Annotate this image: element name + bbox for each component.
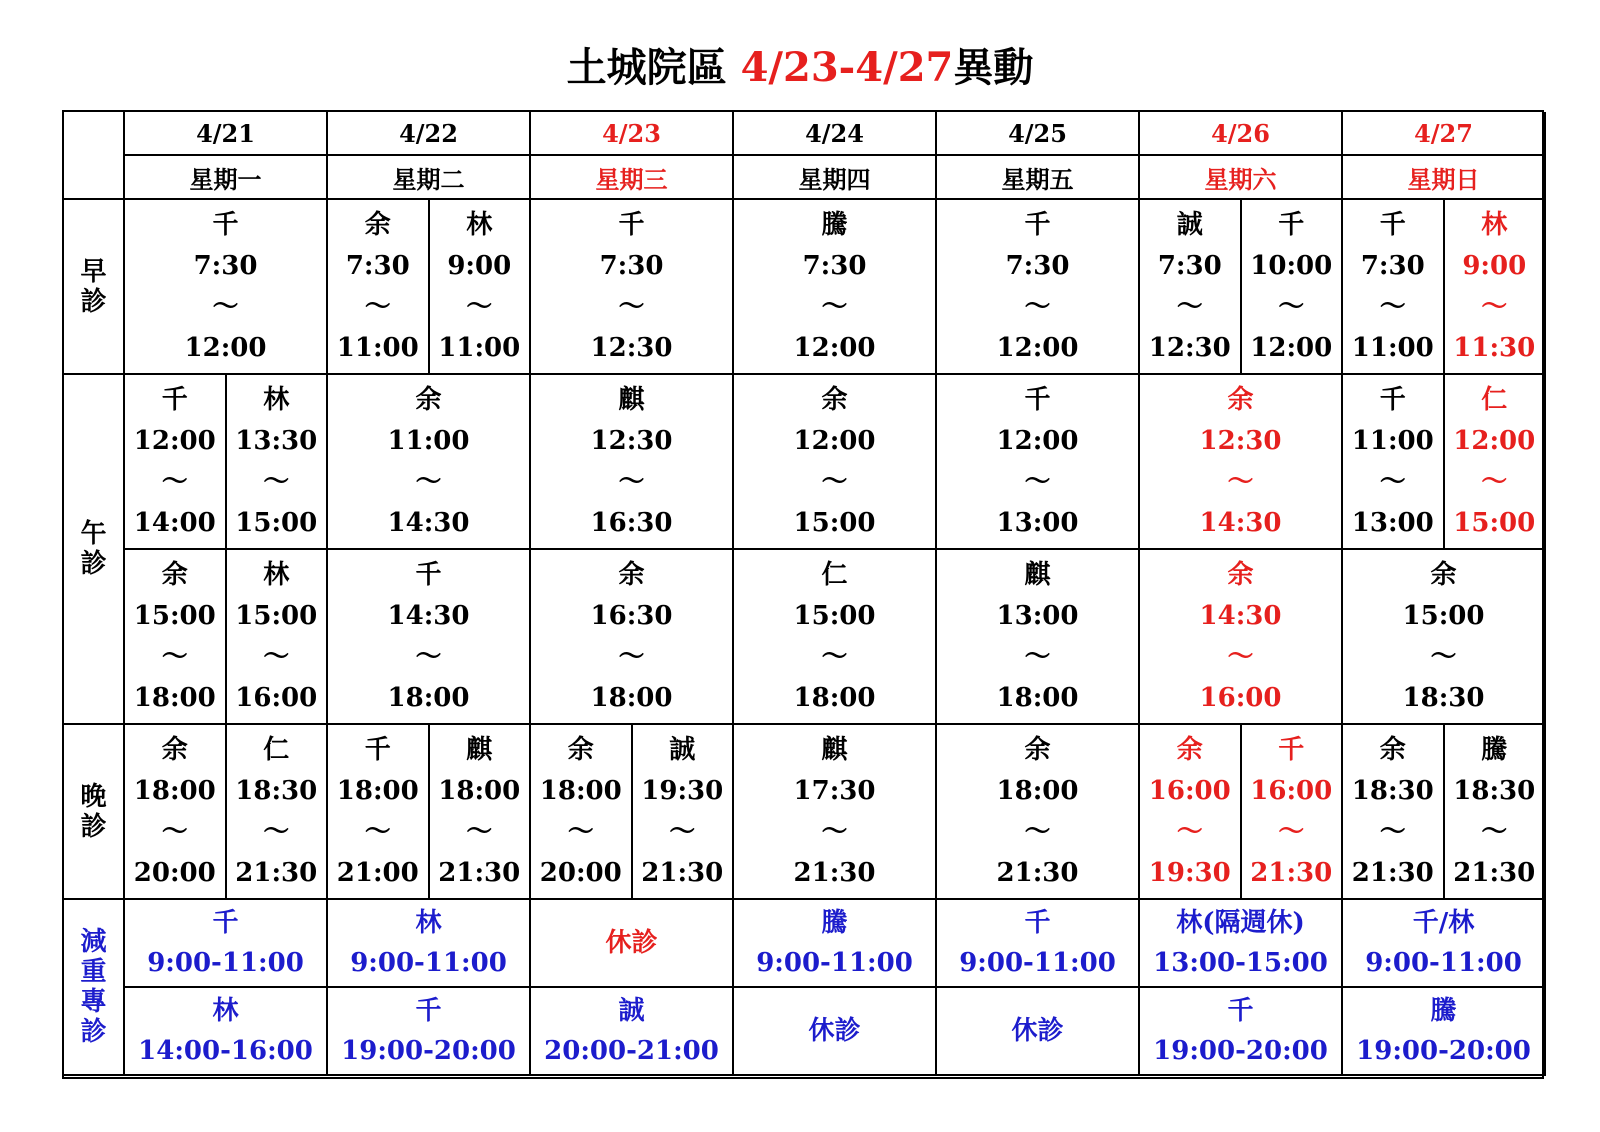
shift-slot [531,375,732,548]
weight-clinic-line: 9:00-11:00 [1365,948,1522,978]
shift-end-time: 14:30 [387,508,470,539]
weight-clinic-line: 千 [415,996,442,1026]
shift-start-time: 9:00 [1462,250,1527,281]
weight-clinic-line: 9:00-11:00 [147,948,304,978]
section-label-morning [64,200,125,375]
shift-end-time: 20:00 [539,858,622,889]
tilde-separator: ～ [618,642,645,673]
shift-start-time: 18:00 [438,775,521,806]
section-label-char: 晚 [80,781,107,812]
doctor-name: 余 [1227,559,1254,590]
doctor-name: 千 [1379,384,1406,415]
doctor-name: 仁 [821,559,848,590]
shift-slot [225,550,327,723]
doctor-name: 千 [618,209,645,240]
doctor-name: 麒 [1024,559,1051,590]
shift-start-time: 14:30 [387,600,470,631]
weekday-header: 星期三 [531,156,734,200]
doctor-name: 仁 [1481,384,1508,415]
afternoon-2-cell [734,550,937,725]
doctor-name: 余 [1430,559,1457,590]
weight-clinic-2-cell [734,988,937,1076]
tilde-separator: ～ [1379,292,1406,323]
weekday-header: 星期四 [734,156,937,200]
section-label-char: 早 [80,256,107,287]
doctor-name: 余 [415,384,442,415]
title-suffix: 異動 [953,44,1034,91]
shift-start-time: 15:00 [133,600,216,631]
shift-end-time: 11:30 [1453,333,1536,364]
shift-end-time: 16:00 [235,683,318,714]
afternoon-2-cell [125,550,328,725]
tilde-separator: ～ [263,642,290,673]
shift-end-time: 12:00 [996,333,1079,364]
shift-slot [531,725,631,898]
shift-end-time: 14:30 [1199,508,1282,539]
tilde-separator: ～ [1481,467,1508,498]
weekday-header: 星期六 [1140,156,1343,200]
section-label-afternoon [64,375,125,725]
shift-start-time: 7:30 [802,250,867,281]
doctor-name: 林 [263,559,290,590]
tilde-separator: ～ [415,467,442,498]
weight-clinic-line: 9:00-11:00 [756,948,913,978]
shift-start-time: 18:30 [1453,775,1536,806]
shift-slot [1343,550,1544,723]
morning-cell [125,200,328,375]
afternoon-2-cell [531,550,734,725]
shift-end-time: 12:00 [1250,333,1333,364]
shift-start-time: 7:30 [193,250,258,281]
morning-cell [734,200,937,375]
afternoon-2-cell [1343,550,1546,725]
shift-end-time: 15:00 [235,508,318,539]
weight-clinic-line: 林 [212,996,239,1026]
shift-end-time: 18:00 [793,683,876,714]
shift-end-time: 21:30 [996,858,1079,889]
tilde-separator: ～ [263,817,290,848]
weekday-header: 星期二 [328,156,531,200]
tilde-separator: ～ [1227,642,1254,673]
doctor-name: 余 [821,384,848,415]
weight-clinic-line: 騰 [821,908,848,938]
weight-clinic-line: 9:00-11:00 [959,948,1116,978]
weekday-header: 星期五 [937,156,1140,200]
tilde-separator: ～ [1227,467,1254,498]
afternoon-1-cell [531,375,734,550]
shift-slot [631,725,733,898]
weight-clinic-1-cell [125,900,328,988]
weight-clinic-2-cell [1140,988,1343,1076]
afternoon-1-cell [125,375,328,550]
shift-slot [937,200,1138,373]
doctor-name: 仁 [263,734,290,765]
tilde-separator: ～ [618,292,645,323]
doctor-name: 千 [1379,209,1406,240]
section-label-char: 診 [80,1017,107,1047]
doctor-name: 林 [1481,209,1508,240]
shift-end-time: 18:00 [387,683,470,714]
shift-slot [1140,375,1341,548]
shift-start-time: 15:00 [793,600,876,631]
shift-slot [1343,375,1443,548]
shift-slot [734,200,935,373]
section-label-char: 診 [80,549,107,579]
tilde-separator: ～ [1481,292,1508,323]
weight-clinic-line: 千 [212,908,239,938]
weight-clinic-2-cell [328,988,531,1076]
weight-clinic-line: 休診 [808,1016,861,1046]
shift-end-time: 21:30 [1351,858,1434,889]
afternoon-2-cell [937,550,1140,725]
date-header: 4/27 [1343,112,1546,156]
shift-slot [1240,725,1342,898]
evening-cell [125,725,328,900]
shift-slot [125,725,225,898]
evening-cell [531,725,734,900]
afternoon-1-cell [734,375,937,550]
doctor-name: 千 [1278,209,1305,240]
tilde-separator: ～ [212,292,239,323]
shift-start-time: 12:30 [1199,425,1282,456]
date-header: 4/24 [734,112,937,156]
doctor-name: 余 [1024,734,1051,765]
doctor-name: 千 [1024,384,1051,415]
tilde-separator: ～ [1278,817,1305,848]
tilde-separator: ～ [161,817,188,848]
evening-cell [734,725,937,900]
morning-cell [1140,200,1343,375]
title-date-range: 4/23-4/27 [740,44,954,91]
shift-start-time: 15:00 [235,600,318,631]
shift-slot [125,200,326,373]
tilde-separator: ～ [821,292,848,323]
shift-end-time: 18:30 [1402,683,1485,714]
shift-slot [125,375,225,548]
tilde-separator: ～ [1024,642,1051,673]
shift-start-time: 12:00 [793,425,876,456]
shift-start-time: 16:30 [590,600,673,631]
tilde-separator: ～ [466,292,493,323]
shift-slot [225,725,327,898]
shift-slot [937,375,1138,548]
shift-end-time: 11:00 [438,333,521,364]
shift-end-time: 21:30 [1250,858,1333,889]
shift-start-time: 10:00 [1250,250,1333,281]
doctor-name: 余 [567,734,594,765]
tilde-separator: ～ [567,817,594,848]
shift-end-time: 16:30 [590,508,673,539]
weight-clinic-1-cell [937,900,1140,988]
doctor-name: 林 [263,384,290,415]
shift-slot [328,725,428,898]
shift-start-time: 18:00 [539,775,622,806]
shift-slot [937,550,1138,723]
doctor-name: 千 [212,209,239,240]
doctor-name: 余 [1176,734,1203,765]
weight-clinic-line: 林 [415,908,442,938]
doctor-name: 騰 [1481,734,1508,765]
doctor-name: 麒 [618,384,645,415]
weight-clinic-line: 千 [1227,996,1254,1026]
shift-slot [1443,375,1545,548]
shift-start-time: 7:30 [1005,250,1070,281]
shift-end-time: 15:00 [793,508,876,539]
tilde-separator: ～ [466,817,493,848]
shift-slot [1343,725,1443,898]
doctor-name: 誠 [669,734,696,765]
schedule-table [62,110,1544,1079]
section-label-char: 診 [80,286,107,317]
tilde-separator: ～ [1024,467,1051,498]
shift-end-time: 13:00 [1351,508,1434,539]
doctor-name: 余 [161,734,188,765]
shift-slot [328,375,529,548]
shift-start-time: 7:30 [345,250,410,281]
shift-slot [1343,200,1443,373]
morning-cell [1343,200,1546,375]
shift-slot [734,375,935,548]
shift-start-time: 18:00 [133,775,216,806]
weight-clinic-2-cell [1343,988,1546,1076]
section-label-evening [64,725,125,900]
afternoon-2-cell [1140,550,1343,725]
shift-slot [531,550,732,723]
doctor-name: 千 [364,734,391,765]
shift-slot [1140,200,1240,373]
shift-start-time: 15:00 [1402,600,1485,631]
shift-slot [328,550,529,723]
shift-end-time: 21:30 [438,858,521,889]
shift-slot [937,725,1138,898]
doctor-name: 千 [415,559,442,590]
tilde-separator: ～ [263,467,290,498]
tilde-separator: ～ [821,817,848,848]
shift-slot [428,725,530,898]
tilde-separator: ～ [1176,292,1203,323]
weekday-header: 星期一 [125,156,328,200]
weight-clinic-line: 千 [1024,908,1051,938]
shift-end-time: 19:30 [1148,858,1231,889]
shift-slot [328,200,428,373]
shift-end-time: 15:00 [1453,508,1536,539]
shift-start-time: 9:00 [447,250,512,281]
evening-cell [1343,725,1546,900]
afternoon-1-cell [328,375,531,550]
weight-clinic-1-cell [734,900,937,988]
shift-slot [531,200,732,373]
section-label-char: 專 [80,987,107,1017]
shift-start-time: 7:30 [1360,250,1425,281]
weight-clinic-line: 19:00-20:00 [341,1036,516,1066]
shift-end-time: 11:00 [1351,333,1434,364]
shift-slot [1443,200,1545,373]
weight-clinic-line: 19:00-20:00 [1153,1036,1328,1066]
weight-clinic-line: 休診 [605,928,658,958]
tilde-separator: ～ [161,642,188,673]
shift-slot [734,725,935,898]
doctor-name: 余 [1227,384,1254,415]
shift-start-time: 12:30 [590,425,673,456]
shift-start-time: 16:00 [1148,775,1231,806]
shift-start-time: 17:30 [793,775,876,806]
section-label-char: 午 [80,519,107,549]
shift-start-time: 19:30 [641,775,724,806]
shift-slot [225,375,327,548]
corner-blank-cell [64,112,125,200]
shift-end-time: 11:00 [336,333,419,364]
doctor-name: 誠 [1176,209,1203,240]
section-label-weight [64,900,125,1076]
tilde-separator: ～ [1481,817,1508,848]
shift-start-time: 18:00 [336,775,419,806]
weight-clinic-1-cell [531,900,734,988]
weight-clinic-line: 千/林 [1412,908,1475,938]
tilde-separator: ～ [669,817,696,848]
tilde-separator: ～ [618,467,645,498]
shift-end-time: 12:00 [184,333,267,364]
date-header: 4/26 [1140,112,1343,156]
afternoon-2-cell [328,550,531,725]
weight-clinic-line: 19:00-20:00 [1356,1036,1531,1066]
weight-clinic-line: 9:00-11:00 [350,948,507,978]
doctor-name: 麒 [821,734,848,765]
doctor-name: 余 [364,209,391,240]
tilde-separator: ～ [1176,817,1203,848]
weight-clinic-1-cell [1140,900,1343,988]
weight-clinic-2-cell [531,988,734,1076]
weight-clinic-line: 誠 [618,996,645,1026]
weight-clinic-2-cell [937,988,1140,1076]
tilde-separator: ～ [1379,467,1406,498]
shift-start-time: 12:00 [133,425,216,456]
shift-slot [1140,725,1240,898]
shift-end-time: 12:30 [590,333,673,364]
section-label-char: 重 [80,957,107,987]
weight-clinic-line: 林(隔週休) [1176,908,1305,938]
weight-clinic-line: 13:00-15:00 [1153,948,1328,978]
shift-start-time: 7:30 [599,250,664,281]
tilde-separator: ～ [821,642,848,673]
shift-end-time: 21:30 [1453,858,1536,889]
weight-clinic-line: 20:00-21:00 [544,1036,719,1066]
evening-cell [328,725,531,900]
tilde-separator: ～ [415,642,442,673]
tilde-separator: ～ [821,467,848,498]
afternoon-1-cell [1343,375,1546,550]
section-label-char: 減 [80,927,107,957]
shift-start-time: 12:00 [1453,425,1536,456]
date-header: 4/22 [328,112,531,156]
doctor-name: 千 [1024,209,1051,240]
shift-slot [1443,725,1545,898]
doctor-name: 騰 [821,209,848,240]
shift-start-time: 16:00 [1250,775,1333,806]
doctor-name: 余 [1379,734,1406,765]
shift-start-time: 7:30 [1157,250,1222,281]
shift-end-time: 18:00 [590,683,673,714]
shift-end-time: 21:30 [235,858,318,889]
tilde-separator: ～ [364,817,391,848]
afternoon-1-cell [1140,375,1343,550]
shift-start-time: 18:30 [1351,775,1434,806]
weight-clinic-1-cell [1343,900,1546,988]
weight-clinic-line: 14:00-16:00 [138,1036,313,1066]
shift-slot [428,200,530,373]
tilde-separator: ～ [1278,292,1305,323]
doctor-name: 千 [161,384,188,415]
shift-start-time: 13:00 [996,600,1079,631]
weight-clinic-line: 騰 [1430,996,1457,1026]
doctor-name: 千 [1278,734,1305,765]
shift-start-time: 11:00 [387,425,470,456]
weight-clinic-line: 休診 [1011,1016,1064,1046]
shift-start-time: 14:30 [1199,600,1282,631]
shift-end-time: 21:00 [336,858,419,889]
date-header: 4/25 [937,112,1140,156]
shift-end-time: 18:00 [996,683,1079,714]
shift-slot [734,550,935,723]
shift-end-time: 13:00 [996,508,1079,539]
evening-cell [1140,725,1343,900]
doctor-name: 余 [618,559,645,590]
tilde-separator: ～ [161,467,188,498]
weight-clinic-2-cell [125,988,328,1076]
tilde-separator: ～ [1430,642,1457,673]
shift-start-time: 18:30 [235,775,318,806]
weight-clinic-1-cell [328,900,531,988]
title-prefix: 土城院區 [566,44,741,91]
tilde-separator: ～ [1024,292,1051,323]
shift-start-time: 11:00 [1351,425,1434,456]
shift-end-time: 21:30 [641,858,724,889]
shift-start-time: 12:00 [996,425,1079,456]
shift-end-time: 18:00 [133,683,216,714]
shift-slot [1140,550,1341,723]
shift-end-time: 14:00 [133,508,216,539]
shift-end-time: 12:30 [1148,333,1231,364]
morning-cell [937,200,1140,375]
doctor-name: 林 [466,209,493,240]
shift-slot [1240,200,1342,373]
page-title [0,38,1600,98]
tilde-separator: ～ [1379,817,1406,848]
morning-cell [328,200,531,375]
date-header: 4/21 [125,112,328,156]
evening-cell [937,725,1140,900]
weekday-header: 星期日 [1343,156,1546,200]
section-label-char: 診 [80,811,107,842]
shift-start-time: 18:00 [996,775,1079,806]
shift-slot [125,550,225,723]
shift-end-time: 12:00 [793,333,876,364]
tilde-separator: ～ [364,292,391,323]
date-header: 4/23 [531,112,734,156]
shift-end-time: 20:00 [133,858,216,889]
morning-cell [531,200,734,375]
doctor-name: 麒 [466,734,493,765]
afternoon-1-cell [937,375,1140,550]
doctor-name: 余 [161,559,188,590]
shift-end-time: 16:00 [1199,683,1282,714]
shift-start-time: 13:30 [235,425,318,456]
shift-end-time: 21:30 [793,858,876,889]
tilde-separator: ～ [1024,817,1051,848]
